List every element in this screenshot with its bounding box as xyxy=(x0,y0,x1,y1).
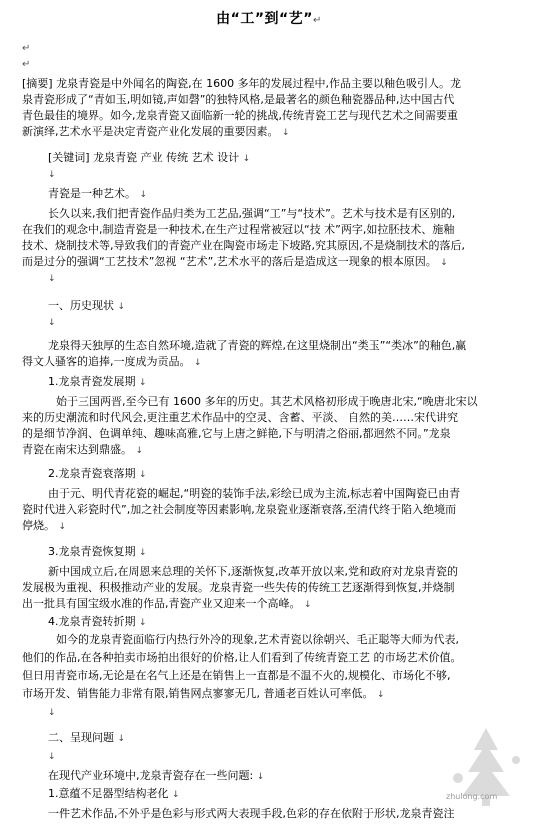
subheading-line xyxy=(48,614,518,631)
body-line: 但日用青瓷市场,无论是在名气上还是在销售上一直都是不温不火的,规模化、市场化不够, xyxy=(22,669,451,682)
body-line: 如今的龙泉青瓷面临行内热行外冷的现象,艺术青瓷以徐朝兴、毛正聪等大师为代表, xyxy=(56,633,459,646)
line-break-arrow: ↓ xyxy=(139,618,147,628)
line-break-arrow: ↓ xyxy=(139,378,147,388)
subheading-text: 1.龙泉青瓷发展期 xyxy=(48,375,136,388)
paragraph-mark: ↵ xyxy=(22,59,31,70)
body-line: 的是细节净润、色调单纯、趣味高雅,它与上唐之鲜艳,下与明清之俗丽,都迥然不同。”龙泉 xyxy=(22,427,451,440)
line-break-arrow: ↓ xyxy=(117,302,126,312)
body-line: 技术、烧制技术等,导致我们的青瓷产业在陶瓷市场走下坡路,究其原因,不是烧制技术的落后, xyxy=(22,239,465,252)
body-line xyxy=(22,254,518,271)
line-break-arrow: ↓ xyxy=(139,470,147,480)
subheading-line xyxy=(48,544,518,561)
body-line xyxy=(22,596,518,613)
line-break-arrow: ↓ xyxy=(48,274,56,284)
abstract-line: [摘要] 龙泉青瓷是中外闻名的陶瓷,在 1600 多年的发展过程中,作品主要以釉色吸引人。龙 xyxy=(22,77,462,90)
abstract-line: 泉青瓷形成了“青如玉,明如镜,声如磬”的独特风格,是最著名的颜色釉瓷器品种,达中国古代 xyxy=(22,93,455,106)
body-text: 在现代产业环境中,龙泉青瓷存在一些问题: xyxy=(48,769,254,782)
subheading-line xyxy=(48,374,518,391)
body-text: 得文人骚客的追捧,一度成为贡品。 xyxy=(22,355,191,368)
line-break-arrow: ↓ xyxy=(58,522,67,532)
line-break-arrow: ↓ xyxy=(48,708,56,718)
blank-line xyxy=(48,166,518,183)
line-break-arrow: ↓ xyxy=(304,600,312,610)
body-text: 而是过分的强调“工艺技术”忽视 “艺术”,艺术水平的落后是造成这一现象的根本原因。 xyxy=(22,255,437,268)
abstract-text: 新演绎,艺术水平是决定青瓷产业化发展的重要因素。 xyxy=(22,125,279,138)
subheading-text: 1.意蕴不足器型结构老化 xyxy=(48,787,169,800)
line-break-arrow: ↓ xyxy=(377,690,385,700)
line-break-arrow: ↓ xyxy=(135,446,144,456)
body-line: 始于三国两晋,至今已有 1600 多年的历史。其艺术风格初形成于晚唐北宋,“晚唐北宋以 xyxy=(56,395,478,408)
abstract-line xyxy=(22,124,518,141)
keywords-text: [关键词] 龙泉青瓷 产业 传统 艺术 设计 xyxy=(48,151,240,164)
body-line xyxy=(22,518,518,535)
line-break-arrow: ↓ xyxy=(256,772,265,782)
paragraph-mark: ↵ xyxy=(312,15,322,26)
paragraph-mark: ↵ xyxy=(22,43,31,54)
body-line xyxy=(22,442,518,459)
watermark-text: zhulong.com xyxy=(446,792,498,801)
line-break-arrow: ↓ xyxy=(172,790,180,800)
body-text: 市场开发、销售能力非常有限,销售网点寥寥无几, 普通老百姓认可率低。 xyxy=(22,687,374,700)
body-line xyxy=(22,686,518,703)
body-line: 长久以来,我们把青瓷作品归类为工艺品,强调“工”与“技术”。艺术与技术是有区别的, xyxy=(48,207,456,220)
keywords-line xyxy=(48,150,518,167)
body-line: 一件艺术作品,不外乎是色彩与形式两大表现手段,色彩的存在依附于形状,龙泉青瓷注 xyxy=(48,807,455,820)
heading-text: 一、历史现状 xyxy=(48,299,114,312)
title-text: 由“工”到“艺” xyxy=(216,11,313,27)
body-line: 由于元、明代青花瓷的崛起,“明瓷的装饰手法,彩绘已成为主流,标志着中国陶瓷已由青 xyxy=(48,487,461,500)
blank-line xyxy=(48,704,518,721)
body-line: 在我们的观念中,制造青瓷是一种技术,在生产过程常被冠以“技 术”两字,如拉胚技术、施釉 xyxy=(22,223,455,236)
line-break-arrow: ↓ xyxy=(440,258,448,268)
line-break-arrow: ↓ xyxy=(139,190,148,200)
body-text: 青瓷是一种艺术。 xyxy=(48,187,136,200)
body-text: 出一批具有国宝级水准的作品,青瓷产业又迎来一个高峰。 xyxy=(22,597,301,610)
abstract-line: 青色最佳的境界。如今,龙泉青瓷又面临新一轮的挑战,传统青瓷工艺与现代艺术之间需要重 xyxy=(22,109,458,122)
empty-paragraph xyxy=(22,40,518,57)
body-line: 新中国成立后,在周恩来总理的关怀下,逐渐恢复,改革开放以来,党和政府对龙泉青瓷的 xyxy=(48,565,458,578)
subheading-text: 2.龙泉青瓷衰落期 xyxy=(48,467,136,480)
blank-line xyxy=(48,270,518,287)
line-break-arrow: ↓ xyxy=(48,170,56,180)
body-line: 来的历史潮流和时代风会,更注重艺术作品中的空灵、含蓄、平淡、 自然的美……宋代讲究 xyxy=(22,411,458,424)
line-break-arrow: ↓ xyxy=(117,734,126,744)
watermark-logo xyxy=(436,720,536,820)
document-title xyxy=(0,8,538,28)
subheading-text: 4.龙泉青瓷转折期 xyxy=(48,615,136,628)
body-text: 青瓷在南宋达到鼎盛。 xyxy=(22,443,132,456)
empty-paragraph xyxy=(22,56,518,73)
line-break-arrow: ↓ xyxy=(242,154,251,164)
body-line: 他们的作品,在各种拍卖市场拍出很好的价格,让人们看到了传统青瓷工艺 的市场艺术价值。 xyxy=(22,651,462,664)
body-text: 停烧。 xyxy=(22,519,55,532)
subheading-text: 3.龙泉青瓷恢复期 xyxy=(48,545,136,558)
line-break-arrow: ↓ xyxy=(48,752,56,762)
heading-text: 二、呈现问题 xyxy=(48,731,114,744)
body-line: 发展极为重视、积极推动产业的发展。龙泉青瓷一些失传的传统工艺逐渐得到恢复,并烧制 xyxy=(22,581,455,594)
line-break-arrow: ↓ xyxy=(194,358,202,368)
line-break-arrow: ↓ xyxy=(282,128,290,138)
section-heading xyxy=(48,298,518,315)
blank-line xyxy=(48,314,518,331)
body-line xyxy=(22,354,518,371)
line-break-arrow: ↓ xyxy=(48,318,56,328)
body-line xyxy=(48,186,518,203)
body-line: 瓷时代进入彩瓷时代”,加之社会制度等因素影响,龙泉瓷业逐渐衰落,至清代终于陷入绝境而 xyxy=(22,503,457,516)
body-line: 龙泉得天独厚的生态自然环境,造就了青瓷的辉煌,在这里烧制出“类玉”“类冰”的釉色,赢 xyxy=(48,339,467,352)
subheading-line xyxy=(48,466,518,483)
line-break-arrow: ↓ xyxy=(139,548,147,558)
